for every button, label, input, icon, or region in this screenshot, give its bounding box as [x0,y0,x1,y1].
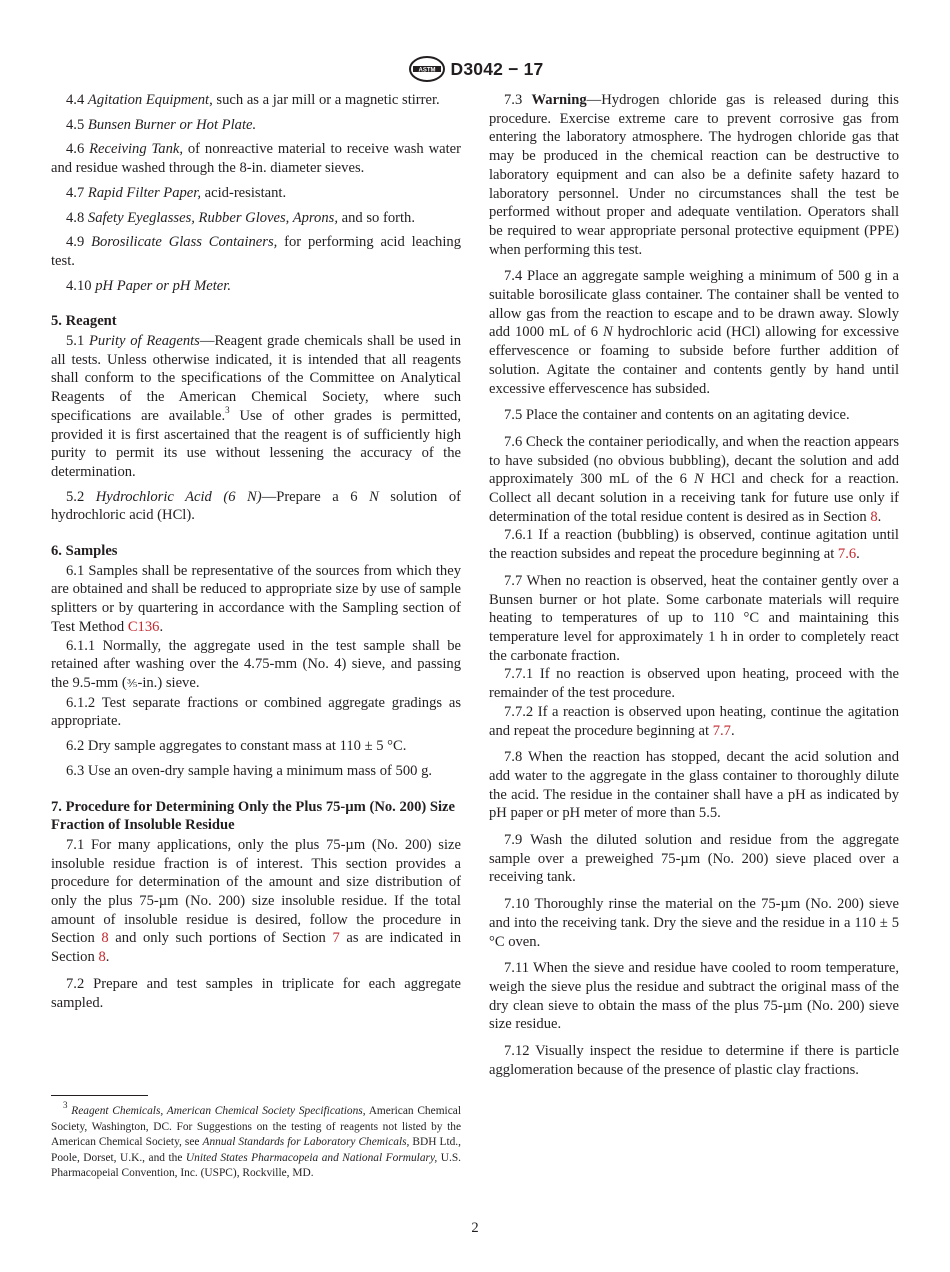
right-column [489,91,899,1079]
astm-logo-icon [407,55,447,83]
paragraph-6-2: 6.2 Dry sample aggregates to constant mass at 110 ± 5 °C. [66,738,407,755]
page-header [0,54,950,84]
paragraph-7-8: 7.8 When the reaction has stopped, decant the acid solution and add water to the aggregate in the glass container to thoroughly dilute the acid. The residue in the container shall have a pH as indicated by pH paper or pH meter of more than 5.5. [489,749,899,822]
paragraph-6-1-2: 6.1.2 Test separate fractions or combined aggregate gradings as appropriate. [51,694,461,730]
paragraph-7-6: 7.6 Check the container periodically, and when the reaction appears to have subsided (no obvious bubbling), decant the solution and add approximately 300 mL of the 6 N HCl and check for a reaction. Collect all decant solution in a receiving tank for future use only if determination of the total residue content is desired as in Section 8. [489,433,899,525]
paragraph-4-5: 4.5 Bunsen Burner or Hot Plate. [66,116,257,133]
paragraph-7-11: 7.11 When the sieve and residue have cooled to room temperature, weigh the sieve plus the residue and subtract the original mass of the dry clean sieve to obtain the mass of the plus 75-µm (No. 200) sieve size residue. [489,960,899,1033]
link-section-8[interactable]: 8 [101,930,109,947]
link-section-8[interactable]: 8 [98,949,106,966]
paragraph-7-5: 7.5 Place the container and contents on an agitating device. [504,407,850,424]
paragraph-4-8: 4.8 Safety Eyeglasses, Rubber Gloves, Aprons, and so forth. [66,209,415,226]
footnote-divider [51,1095,148,1096]
paragraph-6-1: 6.1 Samples shall be representative of the sources from which they are obtained and shall be reduced to appropriate size by use of sample splitters or by quartering in accordance with the Sampling section of Test Method C136. [51,562,461,635]
svg-text:ASTM: ASTM [418,67,435,74]
page-number: 2 [471,1220,479,1236]
paragraph-7-1: 7.1 For many applications, only the plus 75-µm (No. 200) size insoluble residue fraction is of interest. This section provides a procedure for determination of the amount and size distribution of only the plus 75-µm (No. 200) size insoluble residue. If the total amount of insoluble residue is desired, follow the procedure in Section 8 and only such portions of Section 7 as are indicated in Section 8. [51,836,462,966]
paragraph-7-3: 7.3 Warning—Hydrogen chloride gas is released during this procedure. Exercise extreme care to prevent corrosive gas from entering the laboratory atmosphere. The hydrogen chloride gas that may be produced in the chemical reaction can be destructive to laboratory equipment and can also be a definite safety hazard to laboratory personnel. Under no circumstances shall the test be performed without proper and adequate ventilation. Operators shall be required to wear appropriate personal protective equipment (PPE) when performing this test. [489,92,899,258]
link-c136[interactable]: C136 [127,618,160,635]
paragraph-7-7: 7.7 When no reaction is observed, heat the container gently over a Bunsen burner or hot plate. Some carbonate materials will require heating to temperatures of up to 110 °C and maintaining this temperature level for approximately 1 h in order to completely react the carbonate fraction. [489,572,900,664]
link-7-7[interactable]: 7.7 [712,722,731,739]
paragraph-4-4: 4.4 Agitation Equipment, such as a jar mill or a magnetic stirrer. [66,92,440,108]
paragraph-7-9: 7.9 Wash the diluted solution and residue from the aggregate sample over a preweighed 75-µm (No. 200) sieve placed over a receiving tank. [489,832,900,886]
link-7-6[interactable]: 7.6 [837,546,857,563]
paragraph-4-7: 4.7 Rapid Filter Paper, acid-resistant. [66,184,287,201]
paragraph-6-1-1: 6.1.1 Normally, the aggregate used in the test sample shall be retained after washing over the 4.75-mm (No. 4) sieve, and passing the 9.5-mm (⅗-in.) sieve. [51,637,461,691]
footnote: $^3$ Reagent Chemicals, American Chemical Society Specifications, American Chemical Society, Washington, DC. For Suggestions on the testing of reagents not listed by the American Chemical Society, see Annual Standards for Laboratory Chemicals, BDH Ltd., Poole, Dorset, U.K., and the United States Pharmacopeia and National Formulary, U.S. Pharmacopeial Convention, Inc. (USPC), Rockville, MD. [51,1100,462,1180]
footnote-ref[interactable]: 3 [225,404,230,415]
paragraph-5-1: 5.1 Purity of Reagents—Reagent grade chemicals shall be used in all tests. Unless otherwise indicated, it is intended that all reagents shall conform to the specifications of the Committee on Analytical Reagents of the American Chemical Society, where such specifications are available.$^3$ Use of other grades is permitted, provided it is first ascertained that the reagent is of sufficiently high purity to permit its use without lessening the accuracy of the determination. [51,333,461,480]
paragraph-7-10: 7.10 Thoroughly rinse the material on the 75-µm (No. 200) sieve and into the receiving tank. Dry the sieve and the residue in a 110 ± 5 °C oven. [489,896,899,950]
section-heading-samples: 6. Samples [51,543,118,560]
paragraph-6-3: 6.3 Use an oven-dry sample having a minimum mass of 500 g. [66,762,433,779]
document-designation: D3042 − 17 [450,58,544,79]
paragraph-7-6-1: 7.6.1 If a reaction (bubbling) is observed, continue agitation until the reaction subsides and repeat the procedure beginning at 7.6. [489,527,899,563]
paragraph-4-6: 4.6 Receiving Tank, of nonreactive material to receive wash water and residue washed through the 8-in. diameter sieves. [51,141,461,177]
paragraph-7-7-2: 7.7.2 If a reaction is observed upon heating, continue the agitation and repeat the procedure beginning at 7.7. [489,703,899,739]
paragraph-4-10: 4.10 pH Paper or pH Meter. [66,277,231,294]
paragraph-4-9: 4.9 Borosilicate Glass Containers, for performing acid leaching test. [51,234,462,269]
paragraph-7-2: 7.2 Prepare and test samples in triplicate for each aggregate sampled. [51,975,461,1011]
paragraph-7-7-1: 7.7.1 If no reaction is observed upon heating, proceed with the remainder of the test procedure. [489,666,899,702]
left-column [51,91,461,1012]
section-heading-procedure: 7. Procedure for Determining Only the Plus 75-µm (No. 200) Size Fraction of Insoluble Residue [51,798,456,834]
link-section-8[interactable]: 8 [870,508,878,525]
link-section-7[interactable]: 7 [332,930,340,947]
paragraph-7-12: 7.12 Visually inspect the residue to determine if there is particle agglomeration because of the presence of plastic clay fractions. [489,1043,899,1078]
paragraph-5-2: 5.2 Hydrochloric Acid (6 N)—Prepare a 6 N solution of hydrochloric acid (HCl). [51,488,461,524]
paragraph-7-4: 7.4 Place an aggregate sample weighing a minimum of 500 g in a suitable borosilicate glass container. The container shall be vented to allow gas from the reaction to escape and to be drawn away. Slowly add 1000 mL of 6 N hydrochloric acid (HCl) allowing for excessive effervescence or foaming to subside before further addition of solution. Agitate the container and contents gently by hand until excessive effervescence has subsided. [489,268,899,397]
section-heading-reagent: 5. Reagent [51,313,117,330]
